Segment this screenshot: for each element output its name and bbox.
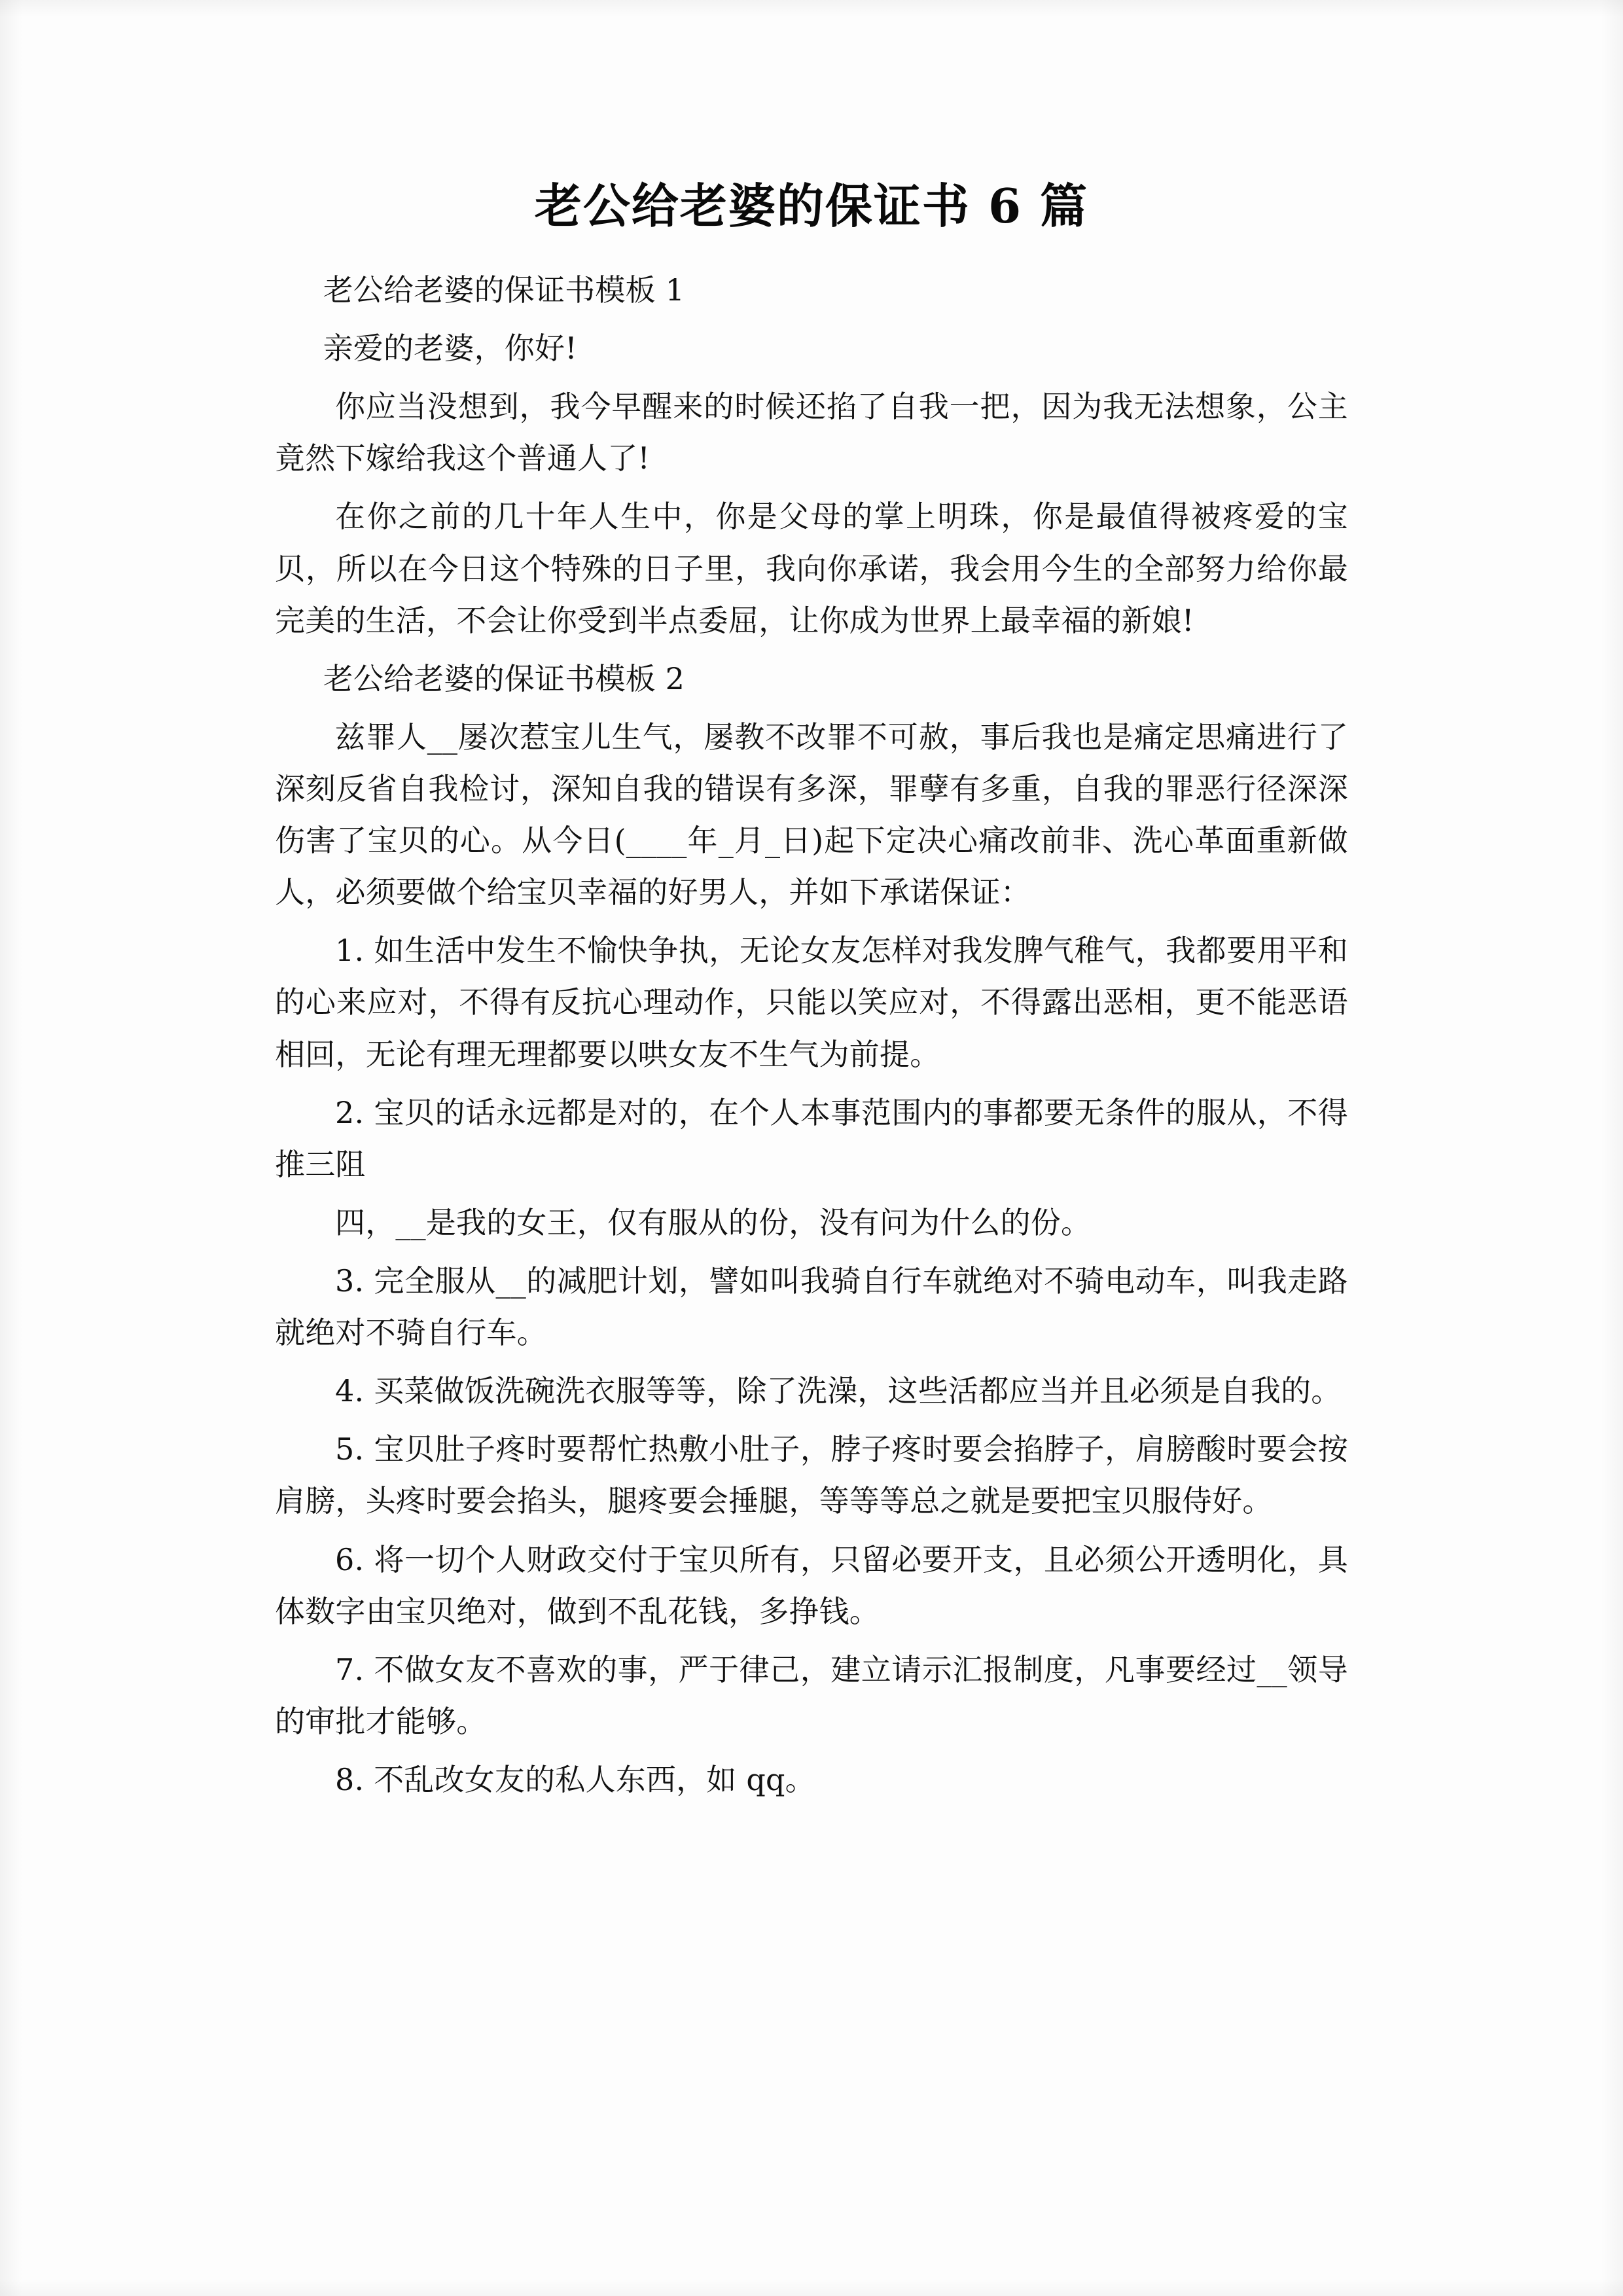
- list-item-2: 2. 宝贝的话永远都是对的，在个人本事范围内的事都要无条件的服从，不得推三阻: [275, 1094, 1348, 1182]
- list-item-3: 3. 完全服从__的减肥计划，譬如叫我骑自行车就绝对不骑电动车，叫我走路就绝对不骑自行车。: [275, 1263, 1348, 1351]
- section-heading-2: 老公给老婆的保证书模板 2: [323, 660, 685, 696]
- page-edge-shade-bottom: [0, 2279, 1623, 2296]
- list-item-7: 7. 不做女友不喜欢的事，严于律己，建立请示汇报制度，凡事要经过__领导的审批才能够。: [275, 1651, 1348, 1739]
- list-item-2-continued: 四，__是我的女王，仅有服从的份，没有问为什么的份。: [335, 1204, 1092, 1240]
- paragraph-1-2: 你应当没想到，我今早醒来的时候还掐了自我一把，因为我无法想象，公主竟然下嫁给我这个普通人了!: [275, 389, 1348, 476]
- paragraph-2-intro: 兹罪人__屡次惹宝儿生气，屡教不改罪不可赦，事后我也是痛定思痛进行了深刻反省自我检讨，深知自我的错误有多深，罪孽有多重，自我的罪恶行径深深伤害了宝贝的心。从今日(____年_月_日)起下定决心痛改前非、洗心革面重新做人，必须要做个给宝贝幸福的好男人，并如下承诺保证：: [275, 719, 1348, 910]
- page-edge-shade-right: [1601, 0, 1623, 2296]
- list-item-8: 8. 不乱改女友的私人东西，如 qq。: [335, 1761, 815, 1797]
- page-edge-shade-top: [0, 0, 1623, 17]
- list-item-5: 5. 宝贝肚子疼时要帮忙热敷小肚子，脖子疼时要会掐脖子，肩膀酸时要会按肩膀，头疼时要会掐头，腿疼要会捶腿，等等等总之就是要把宝贝服侍好。: [275, 1431, 1348, 1519]
- page-edge-shade-left: [0, 0, 22, 2296]
- list-item-1: 1. 如生活中发生不愉快争执，无论女友怎样对我发脾气稚气，我都要用平和的心来应对，不得有反抗心理动作，只能以笑应对，不得露出恶相，更不能恶语相回，无论有理无理都要以哄女友不生气为前提。: [275, 933, 1348, 1072]
- paragraph-1-3: 在你之前的几十年人生中，你是父母的掌上明珠，你是最值得被疼爱的宝贝，所以在今日这个特殊的日子里，我向你承诺，我会用今生的全部努力给你最完美的生活，不会让你受到半点委屈，让你成为世界上最幸福的新娘!: [275, 499, 1348, 638]
- section-heading-1: 老公给老婆的保证书模板 1: [323, 272, 685, 308]
- list-item-6: 6. 将一切个人财政交付于宝贝所有，只留必要开支，且必须公开透明化，具体数字由宝贝绝对，做到不乱花钱，多挣钱。: [275, 1541, 1348, 1629]
- document-body: [275, 264, 1348, 1806]
- list-item-4: 4. 买菜做饭洗碗洗衣服等等，除了洗澡，这些活都应当并且必须是自我的。: [335, 1373, 1342, 1409]
- paragraph-greeting: 亲爱的老婆，你好!: [323, 331, 577, 367]
- page-title: 老公给老婆的保证书 6 篇: [534, 178, 1089, 234]
